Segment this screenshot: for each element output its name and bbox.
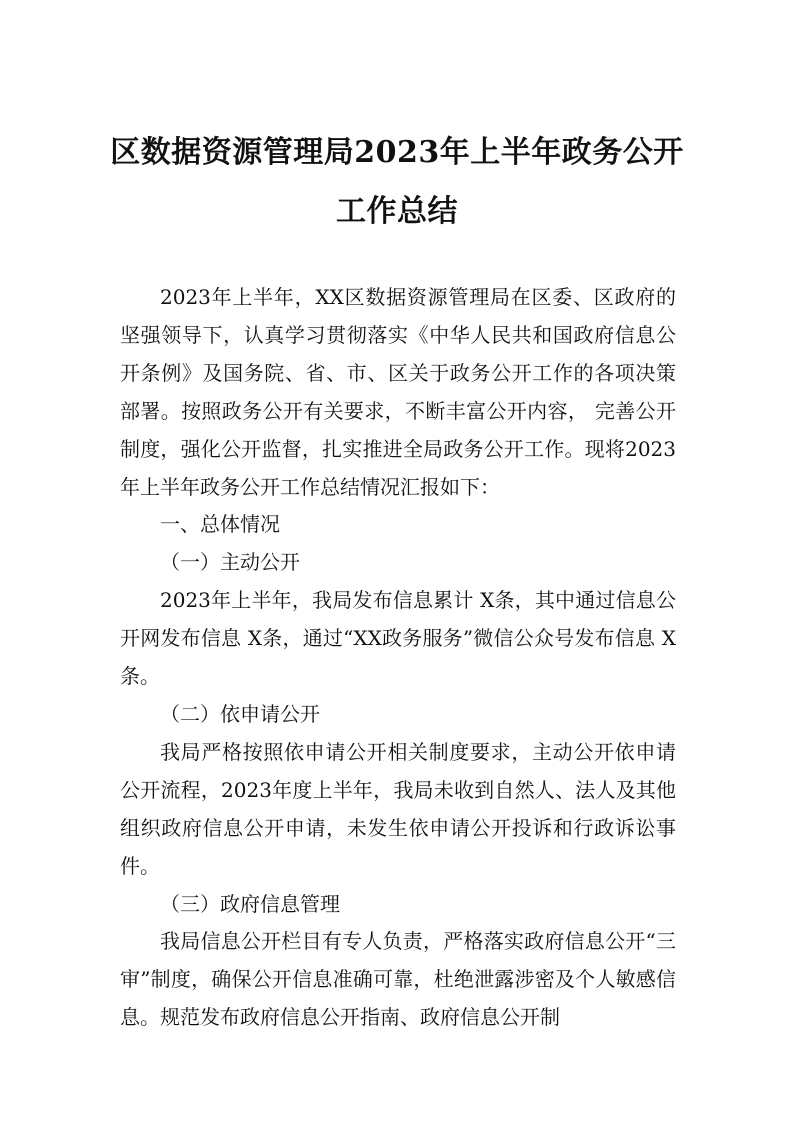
document-title-line-1: 区数据资源管理局2023年上半年政务公开 (110, 135, 684, 170)
subsection-heading-information-management: （三）政府信息管理 (160, 891, 340, 916)
section-heading-overview: 一、总体情况 (160, 512, 280, 537)
paragraph-information-management: 我局信息公开栏目有专人负责，严格落实政府信息公开“三审”制度，确保公开信息准确可靠，杜绝泄露涉密及个人敏感信息。规范发布政府信息公开指南、政府信息公开制 (120, 929, 676, 1030)
paragraph-disclosure-on-request: 我局严格按照依申请公开相关制度要求，主动公开依申请公开流程，2023年度上半年，我局未收到自然人、法人及其他组织政府信息公开申请，未发生依申请公开投诉和行政诉讼事件。 (120, 739, 676, 878)
paragraph-proactive-disclosure: 2023年上半年，我局发布信息累计 X条，其中通过信息公开网发布信息 X条，通过“XX政务服务”微信公众号发布信息 X条。 (120, 588, 676, 689)
document-body (120, 279, 676, 1037)
paragraph-intro: 2023年上半年，XX区数据资源管理局在区委、区政府的坚强领导下，认真学习贯彻落实《中华人民共和国政府信息公开条例》及国务院、省、市、区关于政务公开工作的各项决策部署。按照政务公开有关要求，不断丰富公开内容， 完善公开制度，强化公开监督，扎实推进全局政务公开工作。现将2023年上半年政务公开工作总结情况汇报如下： (120, 285, 676, 499)
subsection-heading-disclosure-on-request: （二）依申请公开 (160, 701, 320, 726)
document-title-line-2: 工作总结 (336, 194, 458, 229)
subsection-heading-proactive-disclosure: （一）主动公开 (160, 550, 300, 575)
